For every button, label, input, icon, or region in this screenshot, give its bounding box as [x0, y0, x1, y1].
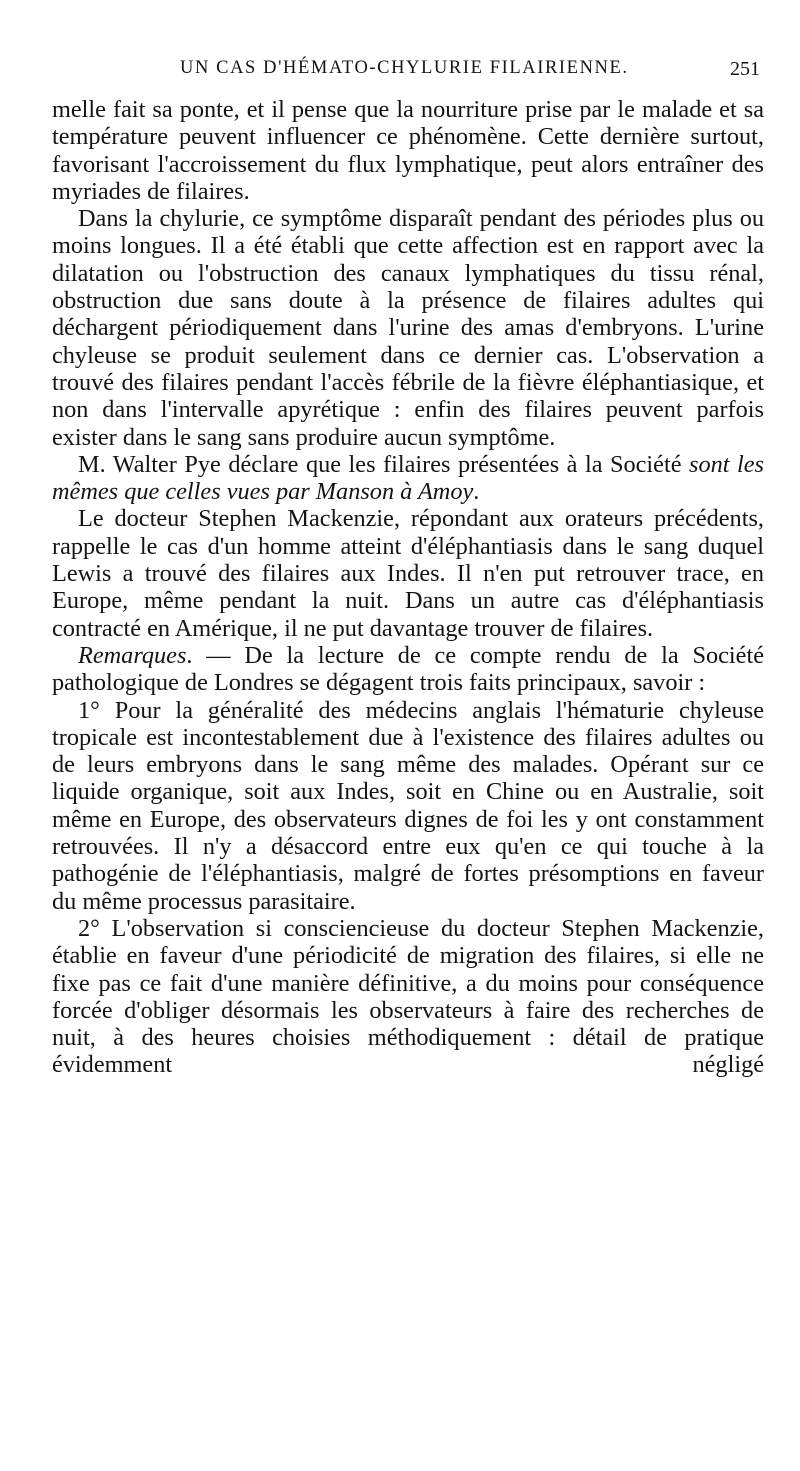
paragraph-3-italic: sont les mêmes que celles vues par Manson à Amoy	[52, 450, 764, 506]
running-title: UN CAS D'HÉMATO-CHYLURIE FILAIRIENNE.	[180, 58, 629, 78]
paragraph-3-end: .	[473, 478, 480, 506]
paragraph-5-text: . — De la lecture de ce compte rendu de la Société pathologique de Londres se dégagent trois faits principaux, savoir :	[52, 641, 764, 697]
paragraph-3-text: M. Walter Pye déclare que les filaires présentées à la Société	[78, 450, 689, 478]
remarques-heading: Remarques	[78, 641, 187, 669]
paragraph-2: Dans la chylurie, ce symptôme disparaît pendant des périodes plus ou moins longues. Il a été établi que cette affection est en rapport avec la dilatation ou l'obstruction des canaux lymphatiques du tissu rénal, obstruction due sans doute à la présence de filaires adultes qui déchargent périodiquement dans l'urine des amas d'embryons. L'urine chyleuse se produit seulement dans ce dernier cas. L'observation a trouvé des filaires pendant l'accès fébrile de la fièvre éléphantiasique, et non dans l'intervalle apyrétique : enfin des filaires peuvent parfois exister dans le sang sans produire aucun symptôme.	[52, 205, 764, 451]
paragraph-5	[52, 642, 764, 697]
paragraph-7: 2° L'observation si consciencieuse du docteur Stephen Mackenzie, établie en faveur d'une périodicité de migration des filaires, si elle ne fixe pas ce fait d'une manière définitive, a du moins pour conséquence forcée d'obliger désormais les observateurs à faire des recherches de nuit, à des heures choisies méthodiquement : détail de pratique évidemment négligé	[52, 914, 764, 1079]
paragraph-6: 1° Pour la généralité des médecins anglais l'hématurie chyleuse tropicale est incontestablement due à l'existence des filaires adultes ou de leurs embryons dans le sang même des malades. Opérant sur ce liquide organique, soit aux Indes, soit en Chine ou en Australie, soit même en Europe, des observateurs dignes de foi les y ont constamment retrouvées. Il n'y a désaccord entre eux qu'en ce qui touche à la pathogénie de l'éléphantiasis, malgré de fortes présomptions en faveur du même processus parasitaire.	[52, 696, 764, 915]
paragraph-4: Le docteur Stephen Mackenzie, répondant aux orateurs précédents, rappelle le cas d'un homme atteint d'éléphantiasis dans le sang duquel Lewis a trouvé des filaires aux Indes. Il n'en put retrouver trace, en Europe, même pendant la nuit. Dans un autre cas d'éléphantiasis contracté en Amérique, il ne put davantage trouver de filaires.	[52, 505, 764, 642]
paragraph-3	[52, 451, 764, 506]
running-head	[0, 58, 800, 88]
body-text	[52, 96, 764, 1079]
page-number: 251	[730, 58, 760, 80]
paragraph-1: melle fait sa ponte, et il pense que la nourriture prise par le malade et sa température peuvent influencer ce phénomène. Cette dernière surtout, favorisant l'accroissement du flux lymphatique, peut alors entraîner des myriades de filaires.	[52, 96, 764, 205]
